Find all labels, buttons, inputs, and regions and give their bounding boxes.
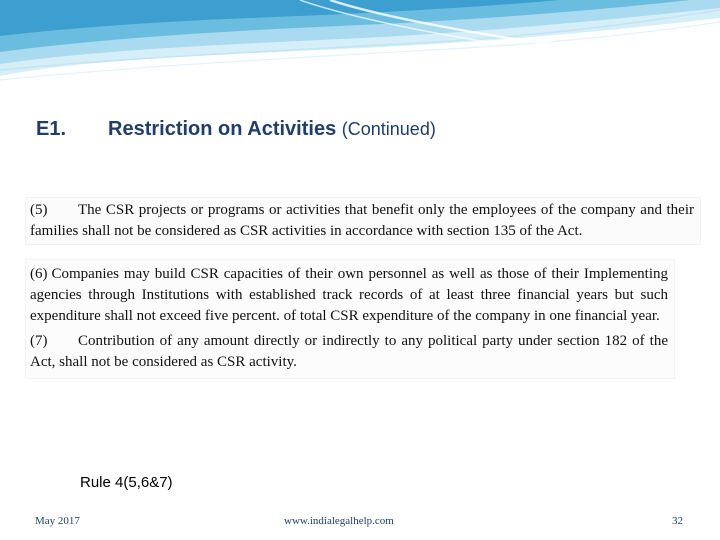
clause-5-number: (5) [30, 202, 48, 218]
clause-7-number: (7) [30, 333, 48, 349]
clause-7-text: Contribution of any amount directly or indirectly to any political party under section 182 of the Act, shall not be considered as CSR activity. [30, 333, 668, 370]
clause-6 [30, 264, 668, 327]
clause-5 [30, 200, 694, 242]
title-suffix: (Continued) [341, 119, 436, 139]
title-number: E1. [36, 118, 67, 140]
scanned-clause-5-box [26, 198, 700, 244]
footer-date: May 2017 [35, 515, 80, 527]
clause-6-number: (6) [30, 266, 48, 282]
clause-6-text: Companies may build CSR capacities of their own personnel as well as those of their Implementing agencies through Institutions with established track records of at least three financial years but such expenditure shall not exceed five percent. of total CSR expenditure of the company in one financial year. [30, 266, 668, 324]
scanned-clauses-6-7-box [26, 260, 674, 378]
footer-url: www.indialegalhelp.com [284, 515, 394, 527]
header-wave-decoration [0, 0, 720, 90]
clause-5-text: The CSR projects or programs or activities that benefit only the employees of the company and their families shall not be considered as CSR activities in accordance with section 135 of the Act. [30, 202, 694, 239]
footer-page-number: 32 [672, 515, 683, 527]
title-text: Restriction on Activities [108, 118, 337, 140]
title-text-group [108, 118, 436, 141]
clause-7 [30, 331, 668, 373]
rule-reference: Rule 4(5,6&7) [80, 474, 173, 491]
